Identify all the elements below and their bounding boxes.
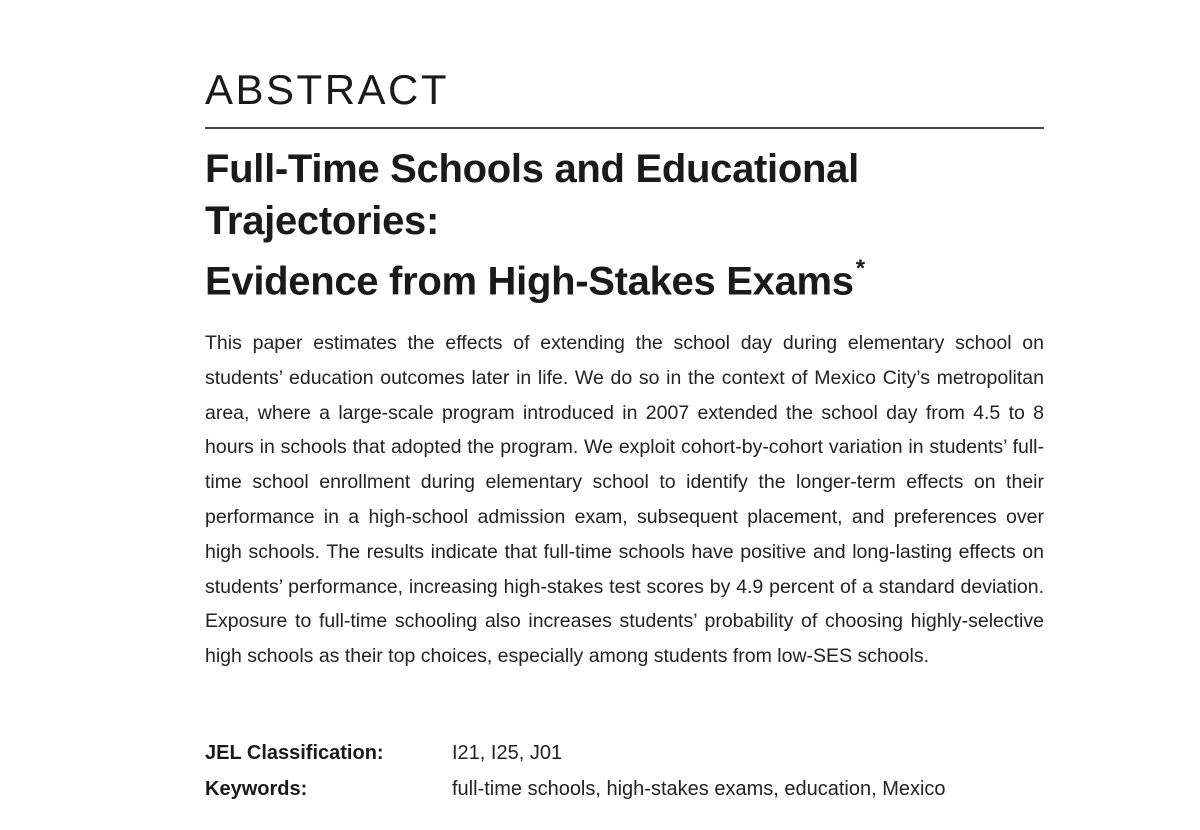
keywords-label: Keywords:: [205, 778, 308, 800]
heading-divider: [205, 127, 1044, 129]
paper-title-line-3-wrapper: [205, 247, 1044, 307]
section-heading: ABSTRACT: [205, 66, 450, 113]
abstract-text: This paper estimates the effects of extending the school day during elementary school on students’ education outcomes later in life. We do so in the context of Mexico City’s metropolitan area, where a large-scale program introduced in 2007 extended the school day from 4.5 to 8 hours in schools that adopted the program. We exploit cohort-by-cohort variation in students’ full-time school enrollment during elementary school to identify the longer-term effects on their performance in a high-school admission exam, subsequent placement, and preferences over high schools. The results indicate that full-time schools have positive and long-lasting effects on students’ performance, increasing high-stakes test scores by 4.9 percent of a standard deviation. Exposure to full-time schooling also increases students’ probability of choosing highly-selective high schools as their top choices, especially among students from low-SES schools.: [205, 332, 1044, 668]
paper-title-line-2: Trajectories:: [205, 199, 439, 243]
keywords-value: full-time schools, high-stakes exams, education, Mexico: [452, 778, 946, 800]
jel-classification-value: I21, I25, J01: [452, 742, 563, 764]
title-footnote-marker[interactable]: *: [855, 255, 865, 282]
paper-title: [205, 143, 1044, 307]
paper-title-line-3: Evidence from High-Stakes Exams: [205, 259, 854, 304]
jel-classification-label: JEL Classification:: [205, 742, 384, 764]
paper-title-line-1: Full-Time Schools and Educational: [205, 147, 859, 191]
